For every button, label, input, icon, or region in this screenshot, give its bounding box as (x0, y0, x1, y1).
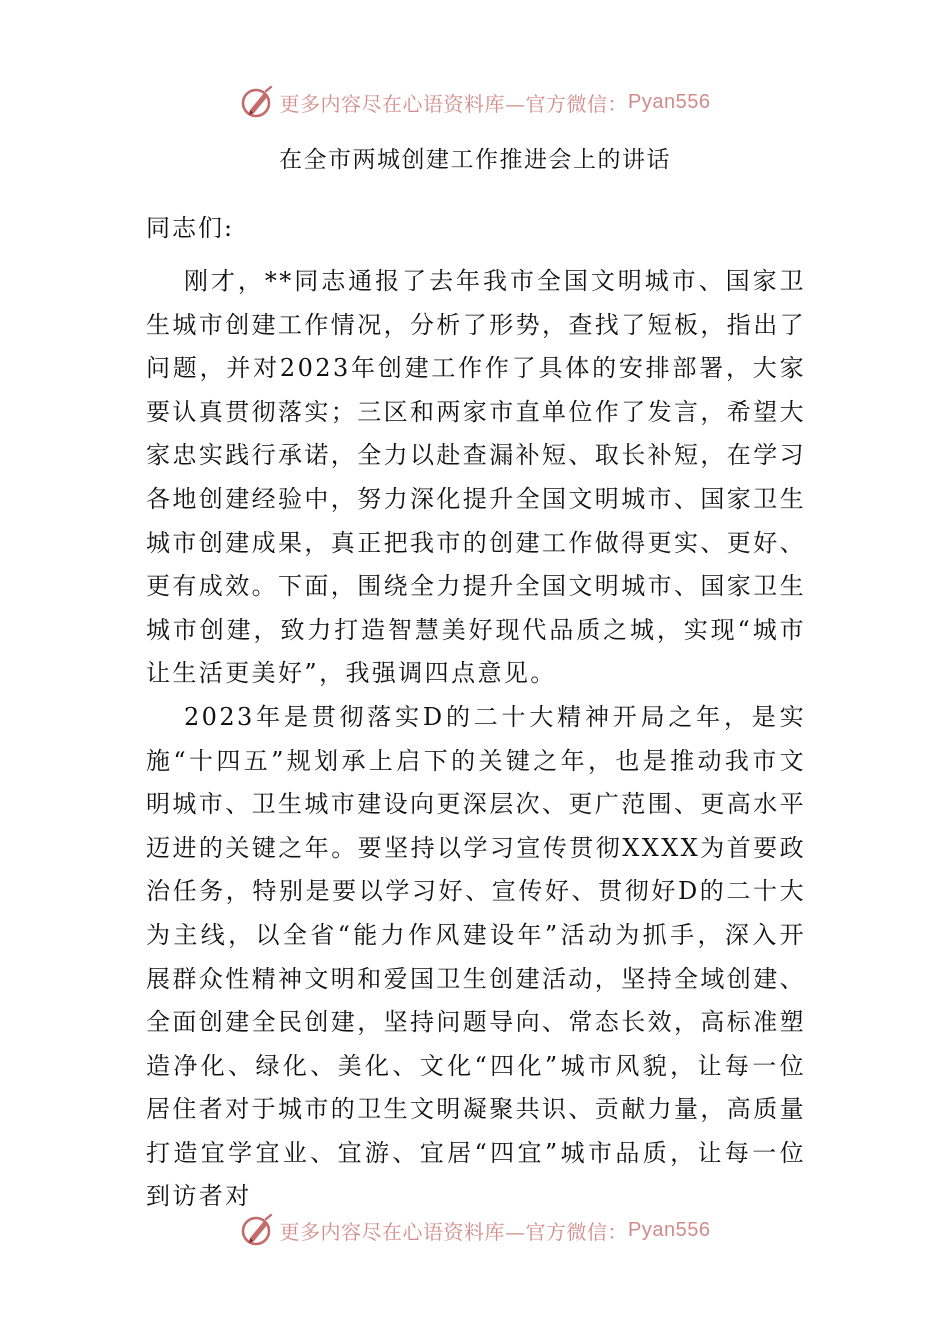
paragraph-2: 2023年是贯彻落实D的二十大精神开局之年，是实施“十四五”规划承上启下的关键之年，也是推动我市文明城市、卫生城市建设向更深层次、更广范围、更高水平迈进的关键之年。要坚持以学习宣传贯彻XXXX为首要政治任务，特别是要以学习好、宣传好、贯彻好D的二十大为主线，以全省“能力作风建设年”活动为抓手，深入开展群众性精神文明和爱国卫生创建活动，坚持全域创建、全面创建全民创建，坚持问题导向、常态长效，高标准塑造净化、绿化、美化、文化“四化”城市风貌，让每一位居住者对于城市的卫生文明凝聚共识、贡献力量，高质量打造宜学宜业、宜游、宜居“四宜”城市品质，让每一位到访者对 (146, 702, 806, 1211)
watermark-top (0, 82, 950, 122)
paragraph-1: 刚才，**同志通报了去年我市全国文明城市、国家卫生城市创建工作情况，分析了形势，查找了短板，指出了问题，并对2023年创建工作作了具体的安排部署，大家要认真贯彻落实；三区和两家市直单位作了发言，希望大家忠实践行承诺，全力以赴查漏补短、取长补短，在学习各地创建经验中，努力深化提升全国文明城市、国家卫生城市创建成果，真正把我市的创建工作做得更实、更好、更有成效。下面，围绕全力提升全国文明城市、国家卫生城市创建，致力打造智慧美好现代品质之城，实现“城市让生活更美好”，我强调四点意见。 (146, 267, 806, 688)
salutation: 同志们: (146, 214, 235, 242)
document-title: 在全市两城创建工作推进会上的讲话 (279, 147, 671, 173)
pen-logo-icon (240, 84, 276, 120)
document-body (146, 260, 806, 1219)
watermark-text: 更多内容尽在心语资料库—官方微信： (279, 91, 629, 116)
watermark-wechat-id: Pyan556 (628, 90, 711, 113)
pen-logo-icon (240, 1212, 276, 1248)
watermark-text: 更多内容尽在心语资料库—官方微信： (279, 1219, 629, 1244)
watermark-wechat-id: Pyan556 (628, 1218, 711, 1241)
watermark-bottom (0, 1210, 950, 1250)
